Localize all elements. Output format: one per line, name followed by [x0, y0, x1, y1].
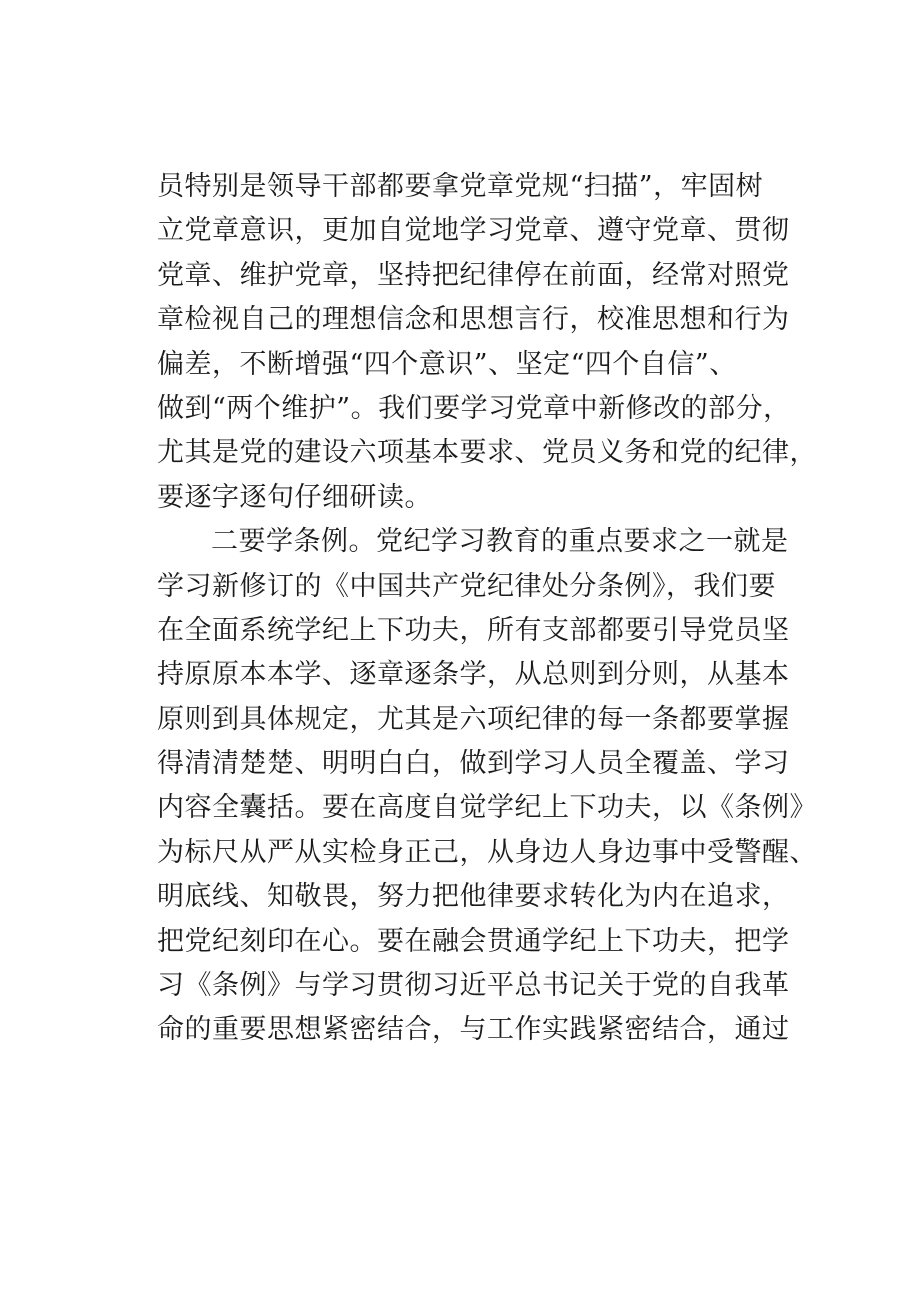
text-line: 把党纪刻印在心。要在融会贯通学纪上下功夫，把学 [157, 925, 790, 957]
text-line: 章检视自己的理想信念和思想言行，校准思想和行为 [157, 304, 790, 336]
body-text [157, 165, 817, 1053]
paragraph-start-line: 二要学条例。党纪学习教育的重点要求之一就是 [211, 526, 789, 558]
text-line: 员特别是领导干部都要拿党章党规“扫描”，牢固树 [157, 171, 764, 202]
text-line: 为标尺从严从实检身正己，从身边人身边事中受警醒、 [157, 836, 817, 868]
text-line: 偏差，不断增强“四个意识”、坚定“四个自信”、 [157, 348, 737, 380]
text-line: 原则到具体规定，尤其是六项纪律的每一条都要掌握 [157, 703, 790, 735]
text-line: 内容全囊括。要在高度自觉学纪上下功夫，以《条例》 [157, 792, 817, 824]
text-line: 在全面系统学纪上下功夫，所有支部都要引导党员坚 [157, 614, 790, 646]
text-line: 命的重要思想紧密结合，与工作实践紧密结合，通过 [157, 1014, 790, 1046]
text-line: 尤其是党的建设六项基本要求、党员义务和党的纪律， [157, 437, 817, 469]
text-line: 明底线、知敬畏，努力把他律要求转化为内在追求， [157, 881, 790, 913]
text-line: 要逐字逐句仔细研读。 [157, 481, 432, 513]
text-line: 得清清楚楚、明明白白，做到学习人员全覆盖、学习 [157, 748, 790, 780]
text-line: 习《条例》与学习贯彻习近平总书记关于党的自我革 [157, 970, 790, 1002]
text-line: 持原原本本学、逐章逐条学，从总则到分则，从基本 [157, 659, 790, 691]
text-line: 党章、维护党章，坚持把纪律停在前面，经常对照党 [157, 259, 790, 291]
text-line: 立党章意识，更加自觉地学习党章、遵守党章、贯彻 [157, 215, 790, 247]
text-line: 做到“两个维护”。我们要学习党章中新修改的部分， [157, 392, 791, 424]
text-line: 学习新修订的《中国共产党纪律处分条例》，我们要 [157, 570, 776, 602]
